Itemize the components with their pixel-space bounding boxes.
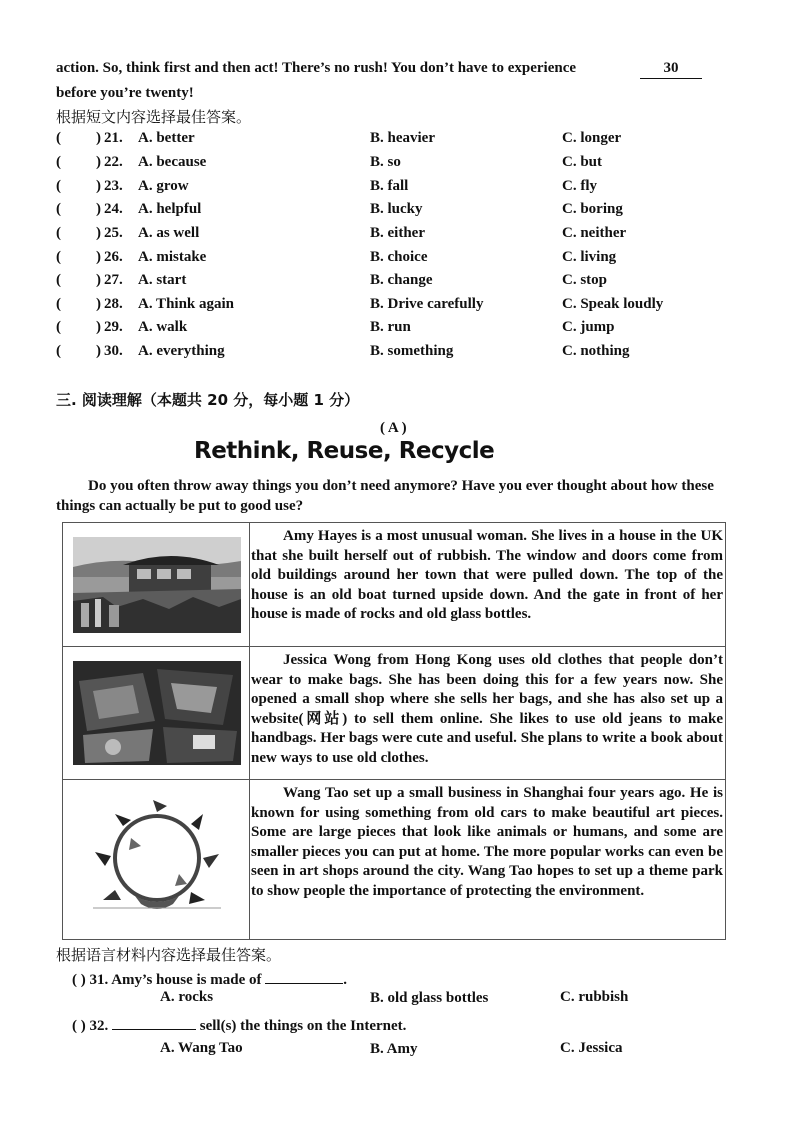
amy-hayes-text: Amy Hayes is a most unusual woman. She lives in a house in the UK that she built herself out of rubbish. The window and doors come from old buildings around her town that were pulled down. The top of the house is an old boat turned upside down. And the gate in front of her house is made of rocks and old glass bottles.	[251, 528, 723, 623]
question-number: 21.	[104, 130, 123, 146]
option-c: C. nothing	[562, 343, 630, 359]
answer-blank	[112, 1015, 196, 1030]
photo-cell	[63, 523, 250, 646]
option-a: A. grow	[138, 178, 189, 194]
answer-paren-close: )	[96, 178, 101, 194]
option-c: C. fly	[562, 178, 597, 194]
option-b: B. heavier	[370, 130, 435, 146]
option-c: C. rubbish	[560, 989, 629, 1005]
question-number: 28.	[104, 296, 123, 312]
answer-paren-close: )	[96, 343, 101, 359]
question-number: 25.	[104, 225, 123, 241]
option-b: B. lucky	[370, 201, 423, 217]
answer-blank	[265, 969, 343, 984]
option-c: C. neither	[562, 225, 627, 241]
art-wreath-image	[75, 796, 239, 924]
answer-paren[interactable]: (	[56, 154, 61, 170]
house-photo-image	[73, 537, 241, 633]
option-a: A. because	[138, 154, 207, 170]
cloze-question-row	[56, 178, 746, 200]
passage-intro: Do you often throw away things you don’t need anymore? Have you ever thought about how these things can actually be put to good use?	[56, 478, 714, 514]
answer-paren-close: )	[96, 225, 101, 241]
answer-paren-close: )	[96, 154, 101, 170]
section-title: 三. 阅读理解（本题共 20 分，每小题 1 分）	[56, 391, 360, 409]
answer-paren-close: )	[96, 319, 101, 335]
option-a: A. better	[138, 130, 195, 146]
wang-tao-text: Wang Tao set up a small business in Shanghai four years ago. He is known for using something from old cars to make beautiful art pieces. Some are large pieces that look like animals or humans, and some are smaller pieces you can put at home. The more popular works can even be seen in art shops around the city. Wang Tao hopes to set up a theme park to show people the importance of protecting the environment.	[251, 785, 723, 899]
option-b: B. Amy	[370, 1041, 418, 1057]
question-number: 27.	[104, 272, 123, 288]
jessica-wong-text: Jessica Wong from Hong Kong uses old clothes that people don’t wear to make bags. She has been doing this for a few years now. She opened a small shop where she sells her bags, and she has also set up a website(网站) to sell them online. She likes to use old jeans to make handbags. Her bags were cute and useful. She plans to write a book about new ways to use old clothes.	[251, 652, 723, 766]
cloze-instruction: 根据短文内容选择最佳答案。	[56, 108, 252, 126]
answer-paren[interactable]: ( )	[72, 1018, 86, 1034]
answer-paren-close: )	[96, 130, 101, 146]
option-b: B. Drive carefully	[370, 296, 484, 312]
table-row	[63, 523, 725, 647]
option-a: A. rocks	[160, 989, 214, 1005]
option-c: C. Jessica	[560, 1040, 623, 1056]
question-stem-end: .	[343, 972, 347, 988]
cloze-question-row	[56, 319, 746, 341]
answer-paren[interactable]: (	[56, 249, 61, 265]
reading-table	[62, 522, 726, 940]
question-stem-end: sell(s) the things on the Internet.	[199, 1018, 407, 1034]
question-31	[72, 969, 347, 989]
option-c: C. jump	[562, 319, 615, 335]
question-stem: Amy’s house is made of	[111, 972, 262, 988]
option-a: A. mistake	[138, 249, 207, 265]
answer-paren[interactable]: (	[56, 296, 61, 312]
answer-paren-close: )	[96, 272, 101, 288]
option-b: B. so	[370, 154, 401, 170]
answer-paren[interactable]: (	[56, 178, 61, 194]
question-number: 32.	[89, 1018, 109, 1034]
option-b: B. old glass bottles	[370, 990, 489, 1006]
option-b: B. run	[370, 319, 411, 335]
option-c: C. living	[562, 249, 617, 265]
passage-title: Rethink, Reuse, Recycle	[194, 438, 495, 464]
question-32	[72, 1015, 406, 1035]
question-number: 23.	[104, 178, 123, 194]
cloze-question-row	[56, 225, 746, 247]
option-c: C. boring	[562, 201, 623, 217]
table-row	[63, 647, 725, 780]
question-number: 31.	[89, 972, 109, 988]
answer-paren[interactable]: (	[56, 225, 61, 241]
photo-cell	[63, 780, 250, 939]
option-b: B. choice	[370, 249, 428, 265]
cloze-question-row	[56, 272, 746, 294]
question-number: 29.	[104, 319, 123, 335]
option-a: A. start	[138, 272, 187, 288]
option-a: A. helpful	[138, 201, 202, 217]
cloze-question-row	[56, 154, 746, 176]
option-c: C. stop	[562, 272, 608, 288]
option-a: A. everything	[138, 343, 225, 359]
option-c: C. but	[562, 154, 603, 170]
option-a: A. walk	[138, 319, 188, 335]
option-b: B. fall	[370, 178, 409, 194]
option-b: B. something	[370, 343, 454, 359]
question-number: 24.	[104, 201, 123, 217]
answer-paren[interactable]: (	[56, 130, 61, 146]
part-label: ( A )	[380, 420, 407, 436]
cloze-question-row	[56, 130, 746, 152]
option-a: A. Think again	[138, 296, 235, 312]
answer-paren-close: )	[96, 296, 101, 312]
answer-paren-close: )	[96, 201, 101, 217]
option-a: A. as well	[138, 225, 200, 241]
question-number: 30.	[104, 343, 123, 359]
cloze-question-row	[56, 296, 746, 318]
bags-photo-image	[73, 661, 241, 765]
blank-30: 30	[640, 60, 702, 79]
question-number: 26.	[104, 249, 123, 265]
option-a: A. Wang Tao	[160, 1040, 243, 1056]
cloze-question-row	[56, 201, 746, 223]
answer-paren[interactable]: (	[56, 201, 61, 217]
photo-cell	[63, 647, 250, 779]
reading-instruction: 根据语言材料内容选择最佳答案。	[56, 946, 282, 964]
option-b: B. either	[370, 225, 425, 241]
option-c: C. longer	[562, 130, 622, 146]
answer-paren[interactable]: ( )	[72, 972, 86, 988]
answer-paren[interactable]: (	[56, 343, 61, 359]
cloze-question-row	[56, 249, 746, 271]
cloze-question-row	[56, 343, 746, 365]
table-row	[63, 780, 725, 939]
answer-paren[interactable]: (	[56, 319, 61, 335]
option-c: C. Speak loudly	[562, 296, 664, 312]
question-number: 22.	[104, 154, 123, 170]
answer-paren[interactable]: (	[56, 272, 61, 288]
passage-end-line2: before you’re twenty!	[56, 85, 194, 101]
option-b: B. change	[370, 272, 433, 288]
answer-paren-close: )	[96, 249, 101, 265]
passage-end-line1: action. So, think first and then act! There’s no rush! You don’t have to experience	[56, 60, 577, 76]
